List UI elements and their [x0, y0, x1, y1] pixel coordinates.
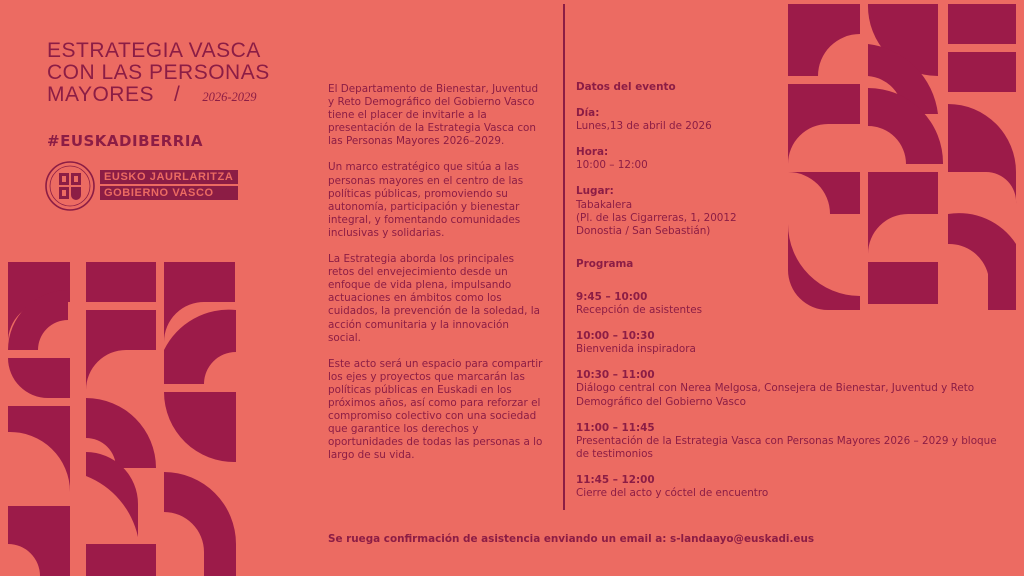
program-heading: Programa	[576, 257, 634, 270]
place-line-2: (Pl. de las Cigarreras, 1, 20012	[576, 211, 737, 224]
hashtag: #EUSKADIBERRIA	[47, 132, 204, 150]
title-line-1: ESTRATEGIA VASCA	[47, 39, 261, 62]
government-logo	[44, 160, 244, 212]
program-desc: Recepción de asistentes	[576, 304, 702, 317]
program-time: 11:45 – 12:00	[576, 473, 655, 486]
place-line-3: Donostia / San Sebastián)	[576, 224, 711, 237]
intro-paragraph-1: El Departamento de Bienestar, Juventud y Reto Demográfico del Gobierno Vasco tiene el placer de invitarle a la presentación de la Estrategia Vasca con las Personas Mayores 2026–2029.	[328, 83, 539, 148]
program-item	[576, 422, 1006, 461]
time-value: 10:00 – 12:00	[576, 159, 648, 172]
time-label: Hora:	[576, 146, 609, 159]
place-line-1: Tabakalera	[576, 198, 633, 211]
intro-paragraph-3: La Estrategia aborda los principales retos del envejecimiento desde un enfoque de vida plena, impulsando actuaciones en ámbitos como los cuidados, la prevención de la soledad, la acción comunitaria y la innovación social.	[328, 253, 540, 344]
program-desc: Bienvenida inspiradora	[576, 343, 696, 356]
program-item	[576, 291, 1006, 317]
program-item	[576, 330, 1006, 356]
page-title	[47, 40, 270, 108]
program-desc: Presentación de la Estrategia Vasca con Personas Mayores 2026 – 2029 y bloque de testimonios	[576, 434, 997, 460]
coat-of-arms-icon	[44, 160, 96, 212]
event-details	[576, 81, 1006, 513]
program-desc: Cierre del acto y cóctel de encuentro	[576, 486, 769, 499]
vertical-divider	[563, 4, 565, 510]
title-line-3: MAYORES	[47, 83, 154, 106]
program-desc: Diálogo central con Nerea Melgosa, Consejera de Bienestar, Juventud y Reto Demográfico del Gobierno Vasco	[576, 382, 975, 408]
program-item	[576, 474, 1006, 500]
day-label: Día:	[576, 107, 600, 120]
program-item	[576, 369, 1006, 408]
title-line-2: CON LAS PERSONAS	[47, 61, 270, 84]
program-time: 11:00 – 11:45	[576, 421, 655, 434]
intro-paragraph-2: Un marco estratégico que sitúa a las personas mayores en el centro de las políticas públicas, promoviendo su autonomía, participación y bienestar integral, y fomentando comunidades inclusivas y solidarias.	[328, 161, 524, 239]
title-years: 2026-2029	[202, 90, 257, 104]
intro-text	[328, 83, 543, 475]
program-time: 10:00 – 10:30	[576, 330, 655, 343]
event-heading: Datos del evento	[576, 81, 676, 93]
logo-line-2: GOBIERNO VASCO	[100, 186, 238, 200]
place-label: Lugar:	[576, 185, 614, 198]
program-time: 10:30 – 11:00	[576, 369, 655, 382]
day-value: Lunes,13 de abril de 2026	[576, 120, 712, 133]
decorative-pattern-left	[0, 262, 240, 576]
title-slash: /	[173, 83, 181, 106]
intro-paragraph-4: Este acto será un espacio para compartir los ejes y proyectos que marcarán las políticas públicas en Euskadi en los próximos años, así como para reforzar el compromiso colectivo con una sociedad que garantice los derechos y oportunidades de todas las personas a lo largo de su vida.	[328, 357, 543, 462]
program-time: 9:45 – 10:00	[576, 290, 648, 303]
rsvp-note: Se ruega confirmación de asistencia enviando un email a: s-landaayo@euskadi.eus	[328, 533, 815, 545]
logo-line-1: EUSKO JAURLARITZA	[100, 170, 238, 184]
